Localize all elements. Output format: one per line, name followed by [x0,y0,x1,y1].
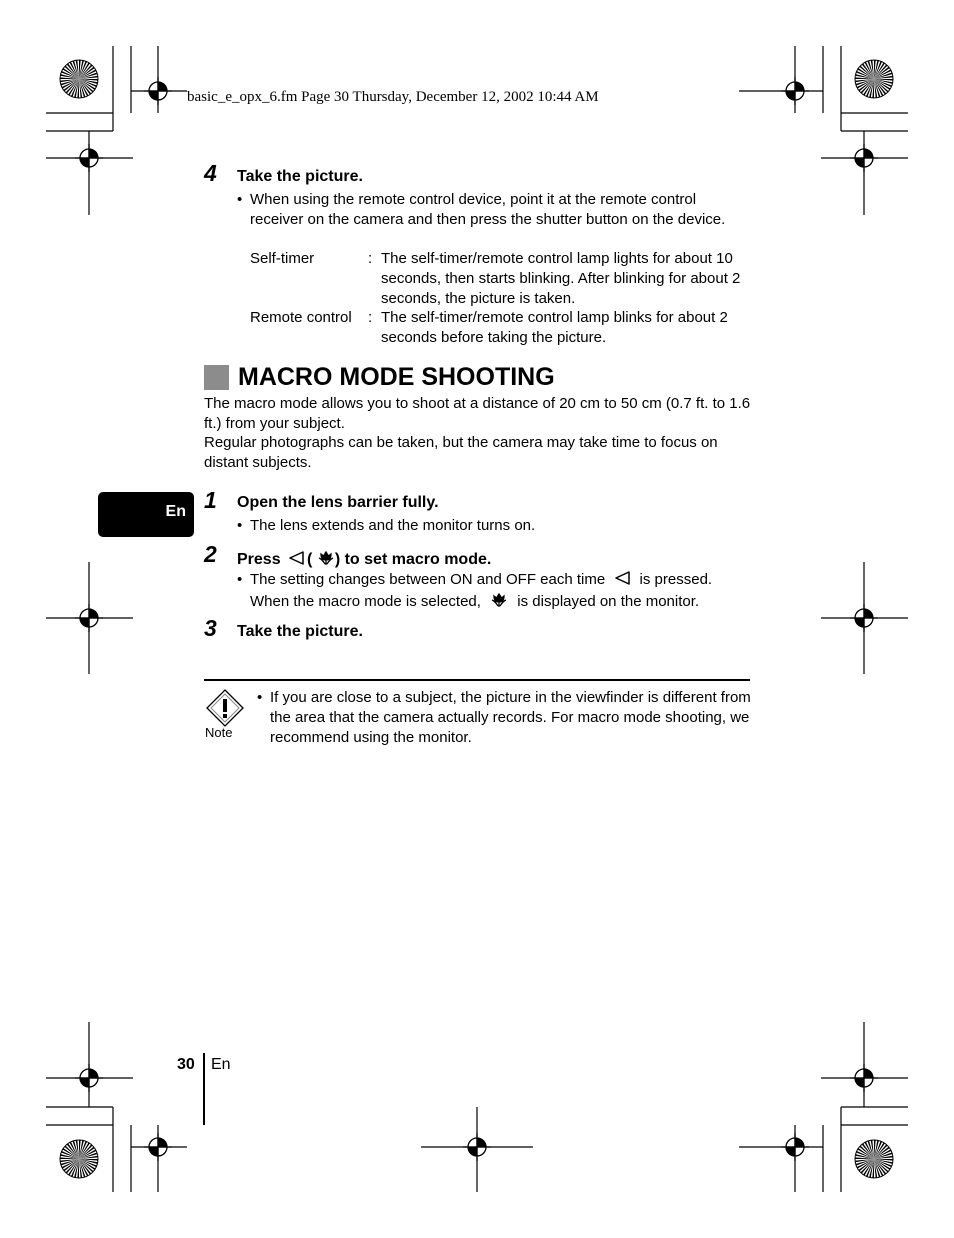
step-number: 1 [204,487,217,513]
starburst-icon [855,60,893,98]
tulip-macro-icon [485,590,513,608]
step-number: 3 [204,615,217,641]
footer-lang: En [211,1056,231,1073]
section-title: MACRO MODE SHOOTING [204,363,555,392]
remote-control-sep: : [368,309,373,326]
section-marker-icon [204,365,229,390]
step-bullet: • The lens extends and the monitor turns on. [237,517,536,534]
section-intro-2: Regular photographs can be taken, but the camera may take time to focus on distant subjects. [204,434,718,471]
language-tab: En [98,492,194,537]
note-bullet: • If you are close to a subject, the picture in the viewfinder is different from the area that the camera actually records. For macro mode shooting, we recommend using the monitor. [257,689,751,746]
starburst-icon [60,1140,98,1178]
step-title: Take the picture. [237,168,363,185]
footer-divider [203,1053,205,1125]
left-arrow-icon [609,570,635,586]
self-timer-sep: : [368,250,373,267]
page-number: 30 [177,1056,195,1073]
starburst-icon [855,1140,893,1178]
step-title: Press ( ) to set macro mode. [237,548,491,569]
step-title: Take the picture. [237,623,363,640]
step-bullet: • When using the remote control device, point it at the remote control receiver on the camera and then press the shutter button on the device. [237,191,726,228]
section-intro-1: The macro mode allows you to shoot at a distance of 20 cm to 50 cm (0.7 ft. to 1.6 ft.) from your subject. [204,395,751,432]
self-timer-term: Self-timer [250,250,315,267]
step-title: Open the lens barrier fully. [237,494,439,511]
left-arrow-icon [285,550,307,566]
step-number: 2 [204,541,217,567]
starburst-icon [60,60,98,98]
tulip-macro-icon [317,548,335,566]
header-file-info: basic_e_opx_6.fm Page 30 Thursday, December 12, 2002 10:44 AM [187,89,599,105]
step-number: 4 [204,160,217,186]
note-label: Note [205,725,233,740]
note-warning-icon [205,688,245,728]
remote-control-desc: The self-timer/remote control lamp blinks for about 2 seconds before taking the picture. [381,309,728,346]
remote-control-term: Remote control [250,309,352,326]
step-bullet: • The setting changes between ON and OFF each time is pressed. When the macro mode is selected, is displayed on the monitor. [237,571,713,610]
note-divider [204,679,750,681]
self-timer-desc: The self-timer/remote control lamp lights for about 10 seconds, then starts blinking. After blinking for about 2 seconds, the picture is taken. [381,250,741,307]
